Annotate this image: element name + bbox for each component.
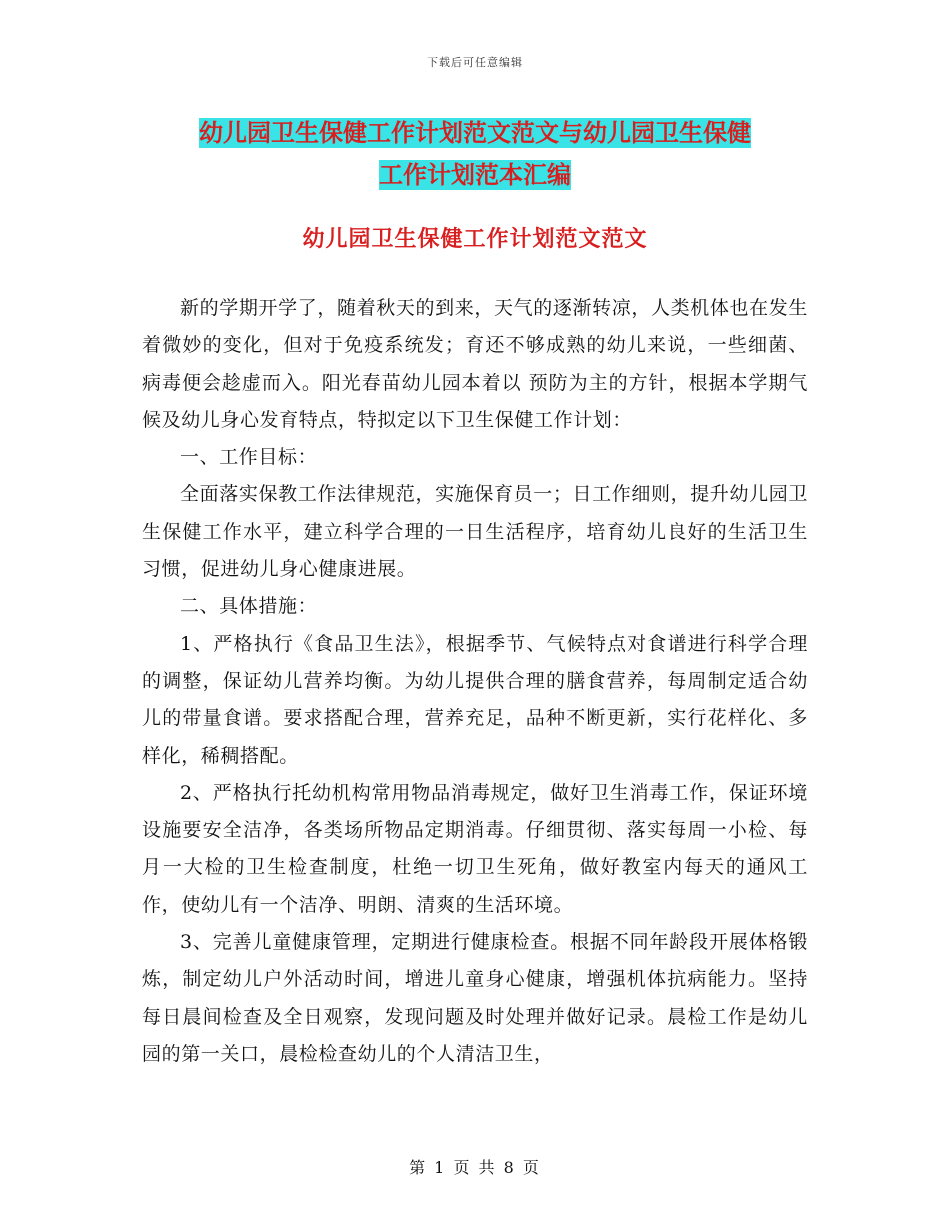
heading-measures: 二、具体措施：	[180, 595, 318, 618]
section-title: 幼儿园卫生保健工作计划范文范文	[302, 227, 648, 252]
paragraph-goals: 全面落实保教工作法律规范，实施保育员一；日工作细则，提升幼儿园卫生保健工作水平，建立科学合理的一日生活程序，培育幼儿良好的生活卫生习惯，促进幼儿身心健康进展。	[142, 483, 808, 581]
page-number: 第 1 页 共 8 页	[409, 1158, 541, 1177]
paragraph-measure-1: 1、严格执行《食品卫生法》，根据季节、气候特点对食谱进行科学合理的调整，保证幼儿营养均衡。为幼儿提供合理的膳食营养，每周制定适合幼儿的带量食谱。要求搭配合理，营养充足，品种不断更新，实行花样化、多样化，稀稠搭配。	[142, 632, 808, 767]
title-line-2: 工作计划范本汇编	[379, 161, 571, 189]
document-title	[140, 112, 810, 196]
body-text	[142, 290, 808, 1073]
paragraph-measure-2: 2、严格执行托幼机构常用物品消毒规定，做好卫生消毒工作，保证环境设施要安全洁净，各类场所物品定期消毒。仔细贯彻、落实每周一小检、每月一大检的卫生检查制度，杜绝一切卫生死角，做好教室内每天的通风工作，使幼儿有一个洁净、明朗、清爽的生活环境。	[142, 781, 808, 916]
title-line-1: 幼儿园卫生保健工作计划范文范文与幼儿园卫生保健	[199, 119, 751, 147]
paragraph-measure-3: 3、完善儿童健康管理，定期进行健康检查。根据不同年龄段开展体格锻炼，制定幼儿户外活动时间，增进儿童身心健康，增强机体抗病能力。坚持每日晨间检查及全日观察，发现问题及时处理并做好记录。晨检工作是幼儿园的第一关口，晨检检查幼儿的个人清洁卫生，	[142, 931, 808, 1065]
header-note: 下载后可任意编辑	[427, 56, 523, 69]
paragraph-intro: 新的学期开学了，随着秋天的到来，天气的逐渐转凉，人类机体也在发生着微妙的变化，但对于免疫系统发；育还不够成熟的幼儿来说，一些细菌、病毒便会趁虚而入。阳光春苗幼儿园本着以 预防为主的方针，根据本学期气候及幼儿身心发育特点，特拟定以下卫生保健工作计划：	[142, 297, 808, 431]
heading-work-goals: 一、工作目标：	[180, 446, 318, 469]
